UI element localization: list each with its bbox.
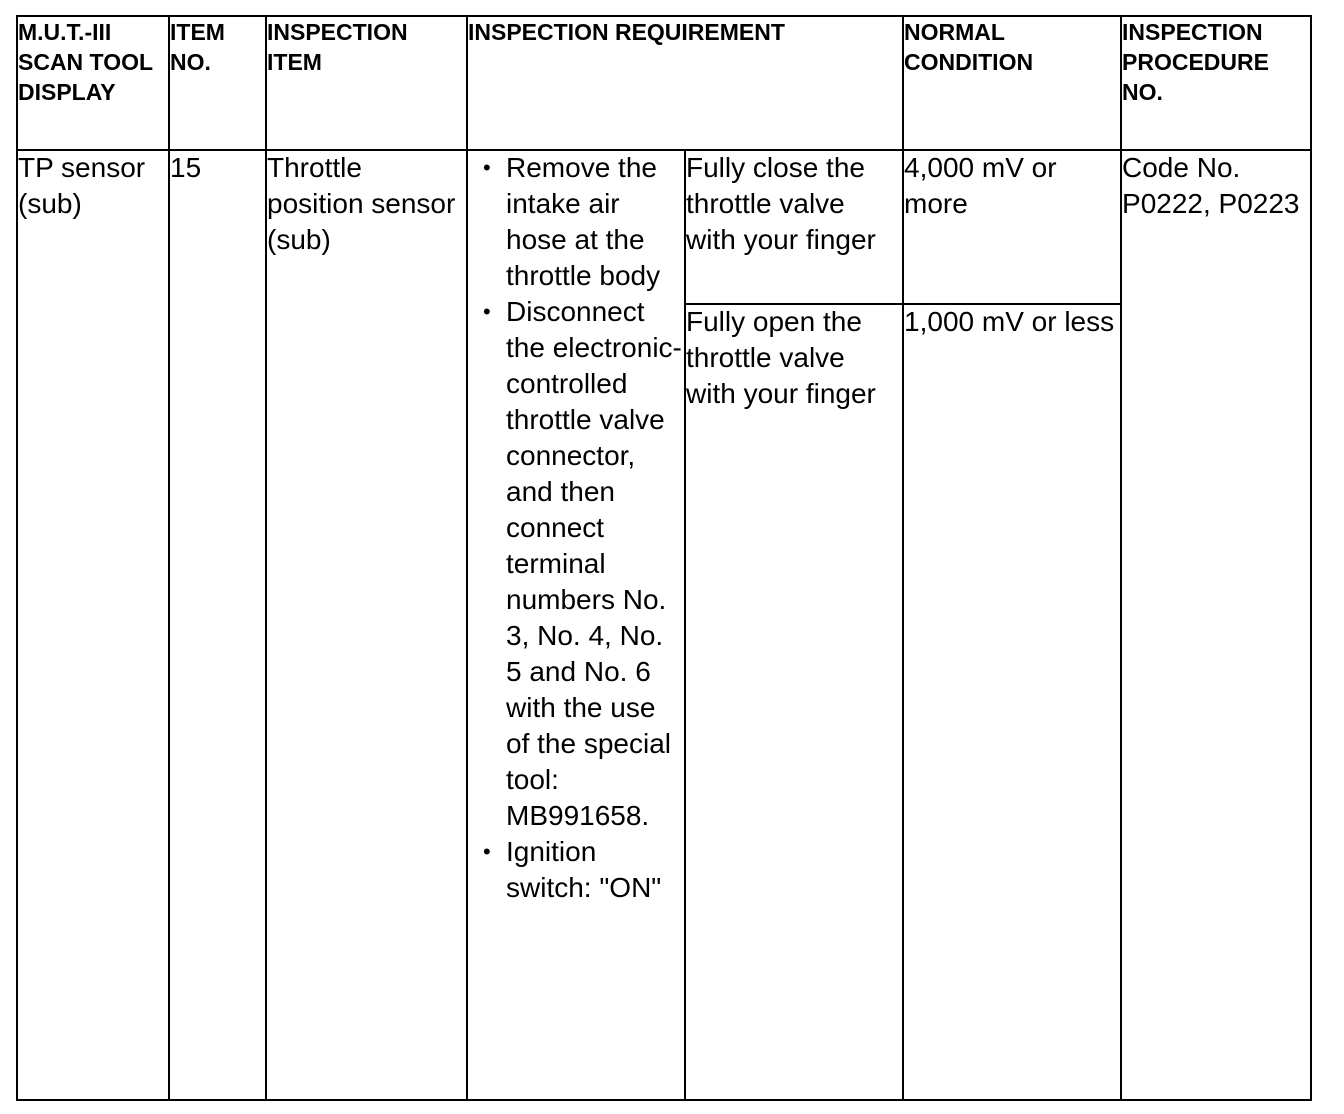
cell-item-no <box>169 150 266 1100</box>
condition-action-text: Fully close the throttle valve with your finger <box>686 152 876 255</box>
cell-normal-2 <box>903 304 1121 1100</box>
cell-procedure-no <box>1121 150 1311 1100</box>
inspection-item-value: Throttle position sensor (sub) <box>267 152 456 255</box>
bullet-icon: • <box>483 839 491 864</box>
cell-normal-1 <box>903 150 1121 304</box>
inspection-table <box>16 15 1312 1101</box>
procedure-no-value: Code No. P0222, P0223 <box>1122 152 1300 219</box>
list-item <box>468 150 684 294</box>
step-text: Remove the intake air hose at the throttle body <box>506 152 661 291</box>
bullet-icon: • <box>483 299 491 324</box>
header-item-no: ITEM NO. <box>169 16 266 150</box>
header-inspection-item: INSPECTION ITEM <box>266 16 467 150</box>
cell-requirement-steps <box>467 150 685 1100</box>
bullet-icon: • <box>483 155 491 180</box>
cell-condition-action-1 <box>685 150 903 304</box>
table-row <box>17 150 1311 304</box>
list-item <box>468 294 684 834</box>
step-text: Ignition switch: "ON" <box>506 836 662 903</box>
header-procedure-no: INSPECTION PROCEDURE NO. <box>1121 16 1311 150</box>
requirement-steps-list <box>468 150 684 906</box>
header-normal-condition: NORMAL CONDITION <box>903 16 1121 150</box>
normal-condition-value: 4,000 mV or more <box>904 152 1057 219</box>
cell-inspection-item <box>266 150 467 1100</box>
cell-display <box>17 150 169 1100</box>
header-display: M.U.T.-III SCAN TOOL DISPLAY <box>17 16 169 150</box>
condition-action-text: Fully open the throttle valve with your finger <box>686 306 876 409</box>
normal-condition-value: 1,000 mV or less <box>904 306 1115 337</box>
header-row <box>17 16 1311 150</box>
cell-condition-action-2 <box>685 304 903 1100</box>
list-item <box>468 834 684 906</box>
step-text: Disconnect the electronic-controlled throttle valve connector, and then connect terminal numbers No. 3, No. 4, No. 5 and No. 6 with the use of the special tool: MB991658. <box>506 296 682 831</box>
item-no-value: 15 <box>170 152 202 183</box>
display-value: TP sensor (sub) <box>18 152 146 219</box>
header-inspection-requirement: INSPECTION REQUIREMENT <box>467 16 903 150</box>
